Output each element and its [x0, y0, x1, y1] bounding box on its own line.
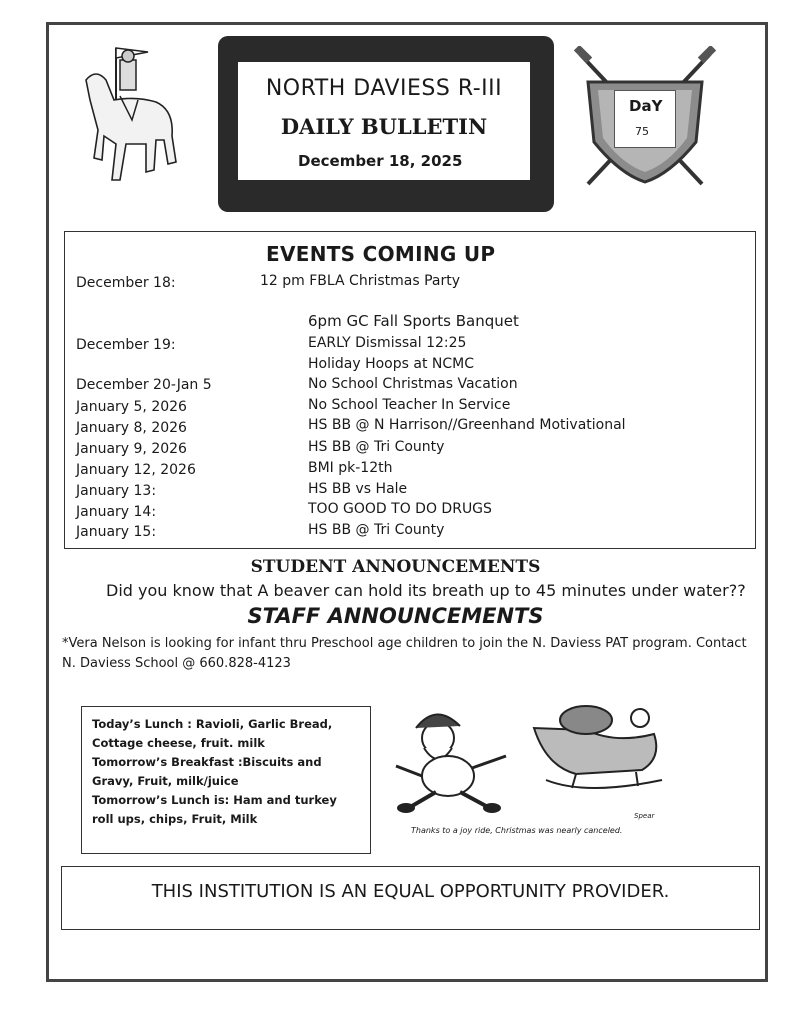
event-date: January 5, 2026	[76, 399, 187, 415]
event-text: HS BB vs Hale	[308, 481, 408, 497]
equal-opportunity-statement: THIS INSTITUTION IS AN EQUAL OPPORTUNITY PROVIDER.	[151, 881, 670, 902]
student-announcements-title: STUDENT ANNOUNCEMENTS	[250, 557, 541, 577]
day-label: DaY	[629, 97, 663, 115]
event-text: Holiday Hoops at NCMC	[308, 356, 474, 372]
lunch-menu-box	[81, 706, 371, 854]
staff-announcements-title: STAFF ANNOUNCEMENTS	[247, 604, 544, 628]
event-date: January 13:	[76, 483, 157, 499]
event-text: HS BB @ Tri County	[308, 439, 445, 455]
event-date: January 8, 2026	[76, 420, 187, 436]
school-name: NORTH DAVIESS R-III	[265, 76, 503, 101]
cartoon-caption: Thanks to a joy ride, Christmas was nearly canceled.	[411, 826, 623, 835]
event-date: December 20-Jan 5	[76, 377, 212, 393]
event-text: BMI pk-12th	[308, 460, 393, 476]
bulletin-date: December 18, 2025	[298, 152, 463, 170]
event-text: TOO GOOD TO DO DRUGS	[308, 501, 492, 517]
equal-opportunity-box	[61, 866, 760, 930]
event-date: January 14:	[76, 504, 157, 520]
event-text: 6pm GC Fall Sports Banquet	[308, 312, 519, 330]
day-counter	[614, 90, 676, 148]
knight-on-horse-icon	[76, 40, 186, 190]
event-text: HS BB @ Tri County	[308, 522, 445, 538]
title-scroll	[236, 60, 532, 182]
staff-announcement-text: *Vera Nelson is looking for infant thru Preschool age children to join the N. Daviess PAT program. Contact N. Daviess School @ 660.828-4123	[62, 636, 747, 671]
student-announcement-text: Did you know that A beaver can hold its breath up to 45 minutes under water??	[106, 581, 746, 600]
santa-cartoon-icon	[386, 696, 676, 822]
event-text: EARLY Dismissal 12:25	[308, 335, 467, 351]
event-text: HS BB @ N Harrison//Greenhand Motivational	[308, 417, 626, 433]
event-text: No School Teacher In Service	[308, 397, 511, 413]
event-date: January 9, 2026	[76, 441, 187, 457]
event-text: No School Christmas Vacation	[308, 376, 518, 392]
lunch-line: Today’s Lunch : Ravioli, Garlic Bread, Cottage cheese, fruit. milk	[92, 717, 333, 750]
event-text: 12 pm FBLA Christmas Party	[260, 273, 461, 289]
event-date: January 15:	[76, 524, 157, 540]
bulletin-title: DAILY BULLETIN	[280, 114, 488, 139]
event-date: January 12, 2026	[76, 462, 196, 478]
lunch-line: Tomorrow’s Lunch is: Ham and turkey roll ups, chips, Fruit, Milk	[92, 793, 337, 826]
day-number: 75	[635, 125, 649, 138]
event-date: December 19:	[76, 337, 176, 353]
event-date: December 18:	[76, 275, 176, 291]
cartoon-signature: Spear	[634, 812, 655, 820]
events-title: EVENTS COMING UP	[266, 242, 496, 266]
lunch-line: Tomorrow’s Breakfast :Biscuits and Gravy, Fruit, milk/juice	[92, 755, 322, 788]
